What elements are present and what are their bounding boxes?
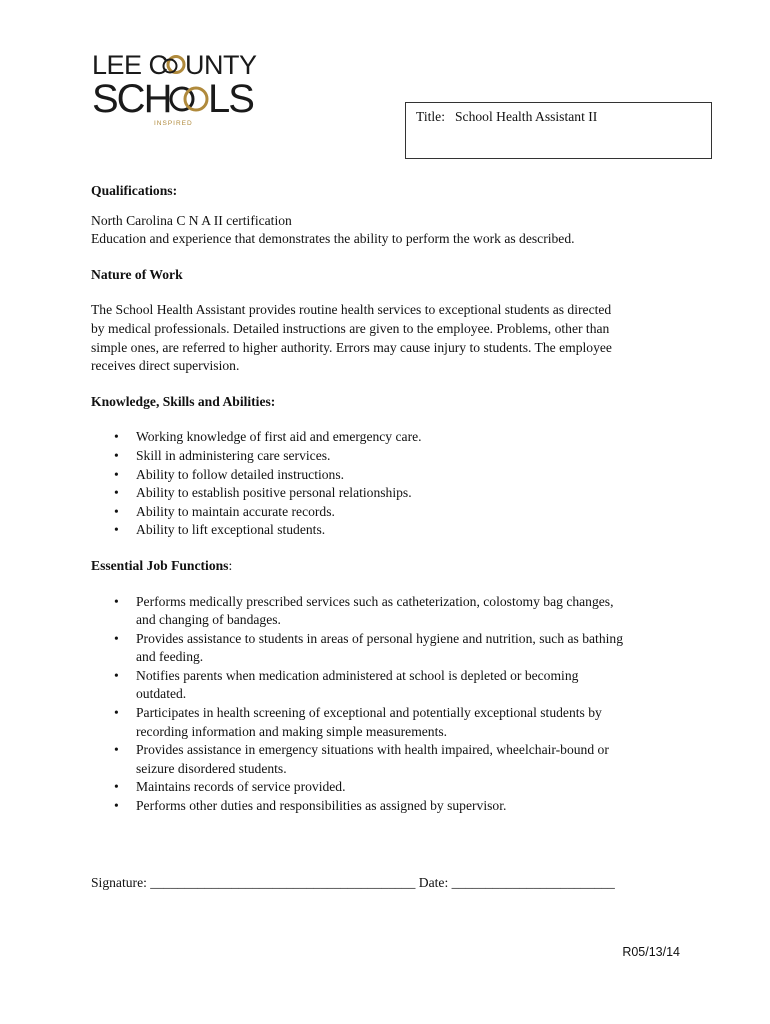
ksa-heading: Knowledge, Skills and Abilities: (91, 393, 276, 409)
date-label: Date: (418, 875, 449, 890)
bullet-icon: • (114, 742, 119, 758)
title-label: Title: (416, 109, 445, 124)
list-item: • Ability to follow detailed instructions. (91, 466, 691, 485)
qualification-line: North Carolina C N A II certification (91, 212, 292, 228)
nature-of-work-line: receives direct supervision. (91, 358, 240, 374)
job-description-body (91, 182, 691, 816)
svg-text:LEE C: LEE C (92, 50, 168, 80)
bullet-icon: • (114, 593, 119, 609)
signature-blank[interactable]: _______________________________________ (150, 875, 416, 890)
nature-of-work-line: The School Health Assistant provides routine health services to exceptional students as directed (91, 302, 612, 318)
list-item: • Performs medically prescribed services such as catheterization, colostomy bag changes, and changing of bandages. (114, 593, 614, 628)
bullet-icon: • (114, 429, 119, 445)
svg-text:UNTY: UNTY (185, 50, 257, 80)
bullet-icon: • (114, 667, 119, 683)
essential-functions-heading: Essential Job Functions: (91, 557, 233, 573)
list-item: • Participates in health screening of exceptional and potentially exceptional students by recording information and making simple measurements. (114, 705, 602, 739)
list-item: • Maintains records of service provided. (91, 778, 691, 797)
lee-county-schools-logo (92, 48, 262, 130)
list-item: • Ability to lift exceptional students. (91, 521, 691, 540)
nature-of-work-line: simple ones, are referred to higher authority. Errors may cause injury to students. The employee (91, 339, 612, 355)
list-item: • Provides assistance to students in areas of personal hygiene and nutrition, such as bathing and feeding. (114, 630, 624, 665)
signature-line[interactable] (91, 875, 615, 891)
svg-text:SCH: SCH (92, 77, 171, 121)
job-title-box (405, 102, 712, 159)
bullet-icon: • (114, 798, 119, 814)
list-item: • Performs other duties and responsibilities as assigned by supervisor. (91, 797, 691, 816)
ksa-list (91, 428, 691, 540)
list-item: • Provides assistance in emergency situations with health impaired, wheelchair-bound or seizure disordered students. (114, 742, 609, 776)
bullet-icon: • (114, 503, 119, 519)
bullet-icon: • (114, 705, 119, 721)
list-item: • Ability to establish positive personal relationships. (91, 484, 691, 503)
bullet-icon: • (114, 630, 119, 646)
qualifications-heading: Qualifications: (91, 183, 178, 198)
bullet-icon: • (114, 466, 119, 482)
essential-functions-list (91, 593, 691, 816)
svg-text:INSPIRED: INSPIRED (154, 120, 193, 127)
bullet-icon: • (114, 779, 119, 795)
bullet-icon: • (114, 447, 119, 463)
list-item: • Notifies parents when medication administered at school is depleted or becoming outdated. (114, 667, 579, 702)
bullet-icon: • (114, 485, 119, 501)
date-blank[interactable]: ________________________ (451, 875, 615, 890)
svg-text:LS: LS (208, 77, 253, 121)
nature-of-work-heading: Nature of Work (91, 266, 183, 282)
list-item: • Skill in administering care services. (91, 447, 691, 466)
qualification-line: Education and experience that demonstrates the ability to perform the work as described. (91, 231, 575, 247)
nature-of-work-line: by medical professionals. Detailed instructions are given to the employee. Problems, other than (91, 320, 610, 336)
signature-label: Signature: (91, 875, 147, 890)
list-item: • Ability to maintain accurate records. (91, 503, 691, 522)
list-item: • Working knowledge of first aid and emergency care. (91, 428, 691, 447)
job-title-value: School Health Assistant II (454, 109, 598, 124)
revision-code: R05/13/14 (622, 945, 680, 959)
bullet-icon: • (114, 522, 119, 538)
